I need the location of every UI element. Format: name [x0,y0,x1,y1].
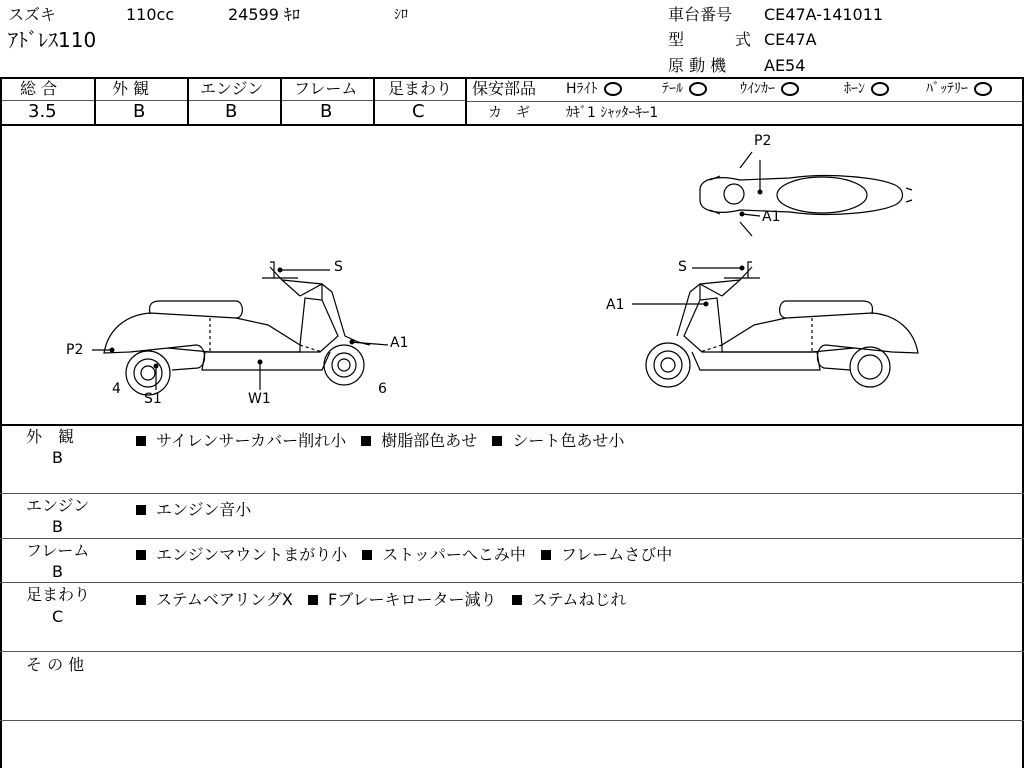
divider [0,720,1024,721]
grade-header-suspension: 足まわり [388,79,453,98]
bullet-square-icon [361,436,371,446]
displacement: 110cc [126,5,175,24]
model-name: ｱﾄﾞﾚｽ110 [8,28,97,52]
defect-item: サイレンサーカバー削れ小 [156,431,347,450]
bullet-square-icon [362,550,372,560]
maker: スズキ [8,5,57,24]
bullet-square-icon [136,505,146,515]
grade-exterior: B [133,101,146,122]
bullet-square-icon [512,595,522,605]
color: ｼﾛ [394,7,408,23]
section-title-other: そ の 他 [26,655,85,674]
type-label-1: 型 [668,30,685,49]
section-title-suspension: 足まわり [26,585,91,604]
grade-suspension: C [412,101,425,122]
safety-item-label: ﾃｰﾙ [662,81,683,97]
engine-label: 原 動 機 [668,56,727,75]
diagram-label-top-p2: P2 [754,133,772,149]
defect-item: シート色あせ小 [512,431,625,450]
section-items-frame [136,542,682,565]
diagram-label-left-s: S [334,259,343,275]
safety-item-label: Hﾗｲﾄ [566,81,598,97]
bullet-square-icon [136,550,146,560]
divider [0,493,1024,494]
grade-overall: 3.5 [28,101,57,122]
divider [0,538,1024,539]
type-value: CE47A [764,30,817,49]
diagram-label-right-a1: A1 [606,297,625,313]
defect-item: ステムベアリングX [156,590,293,609]
section-grade-engine: B [52,517,63,536]
diagram-label-left-s1: S1 [144,391,162,407]
grade-engine: B [225,101,238,122]
defect-item: フレームさび中 [560,545,673,564]
diagram-label-left-p2: P2 [66,342,84,358]
key-label: カ ギ [488,105,530,121]
bullet-square-icon [308,595,318,605]
diagram-label-left-a1: A1 [390,335,409,351]
section-title-frame: フレーム [26,541,90,560]
section-grade-suspension: C [52,607,64,626]
grade-header-overall: 総 合 [20,79,58,98]
mileage: 24599 ｷﾛ [228,5,300,24]
defect-item: ストッパーへこみ中 [382,545,526,564]
section-title-engine: エンジン [26,496,90,515]
safety-item-label: ﾊﾞｯﾃﾘｰ [926,81,968,97]
grade-header-exterior: 外 観 [112,79,150,98]
diagram-label-right-s: S [678,259,687,275]
safety-label: 保安部品 [472,79,537,98]
section-items-suspension [136,587,637,610]
section-grade-frame: B [52,562,63,581]
defect-item: エンジン音小 [156,500,252,519]
defect-item: エンジンマウントまがり小 [156,545,348,564]
bullet-square-icon [541,550,551,560]
grade-frame: B [320,101,333,122]
divider [0,582,1024,583]
section-items-engine [136,497,261,520]
diagram-label-left-4: 4 [112,381,121,397]
divider [0,424,1024,426]
bullet-square-icon [492,436,502,446]
grade-header-frame: フレーム [294,79,358,98]
damage-markers [110,190,763,369]
grade-header-engine: エンジン [200,79,264,98]
diagram-label-left-6: 6 [378,381,387,397]
engine-value: AE54 [764,56,806,75]
safety-item-label: ｳｲﾝｶｰ [740,81,775,97]
defect-item: 樹脂部色あせ [381,431,478,450]
chassis-label: 車台番号 [668,5,733,24]
scooter-top-view [700,152,912,236]
bullet-square-icon [136,595,146,605]
section-grade-exterior: B [52,448,63,467]
chassis-value: CE47A-141011 [764,5,884,24]
defect-item: ステムねじれ [531,590,627,609]
diagram-label-left-w1: W1 [248,391,271,407]
divider [0,651,1024,652]
type-label-2: 式 [735,30,752,49]
diagram-label-top-a1: A1 [762,209,781,225]
scooter-left-view [92,259,388,395]
section-items-exterior [136,428,634,451]
defect-item: Fブレーキローター減り [327,590,497,609]
bullet-square-icon [136,436,146,446]
section-title-exterior: 外 観 [26,427,75,446]
key-value: ｶｷﾞ1 ｼｬｯﾀｰｷｰ1 [566,105,659,121]
safety-item-label: ﾎｰﾝ [844,81,865,97]
scooter-right-view [632,259,918,387]
